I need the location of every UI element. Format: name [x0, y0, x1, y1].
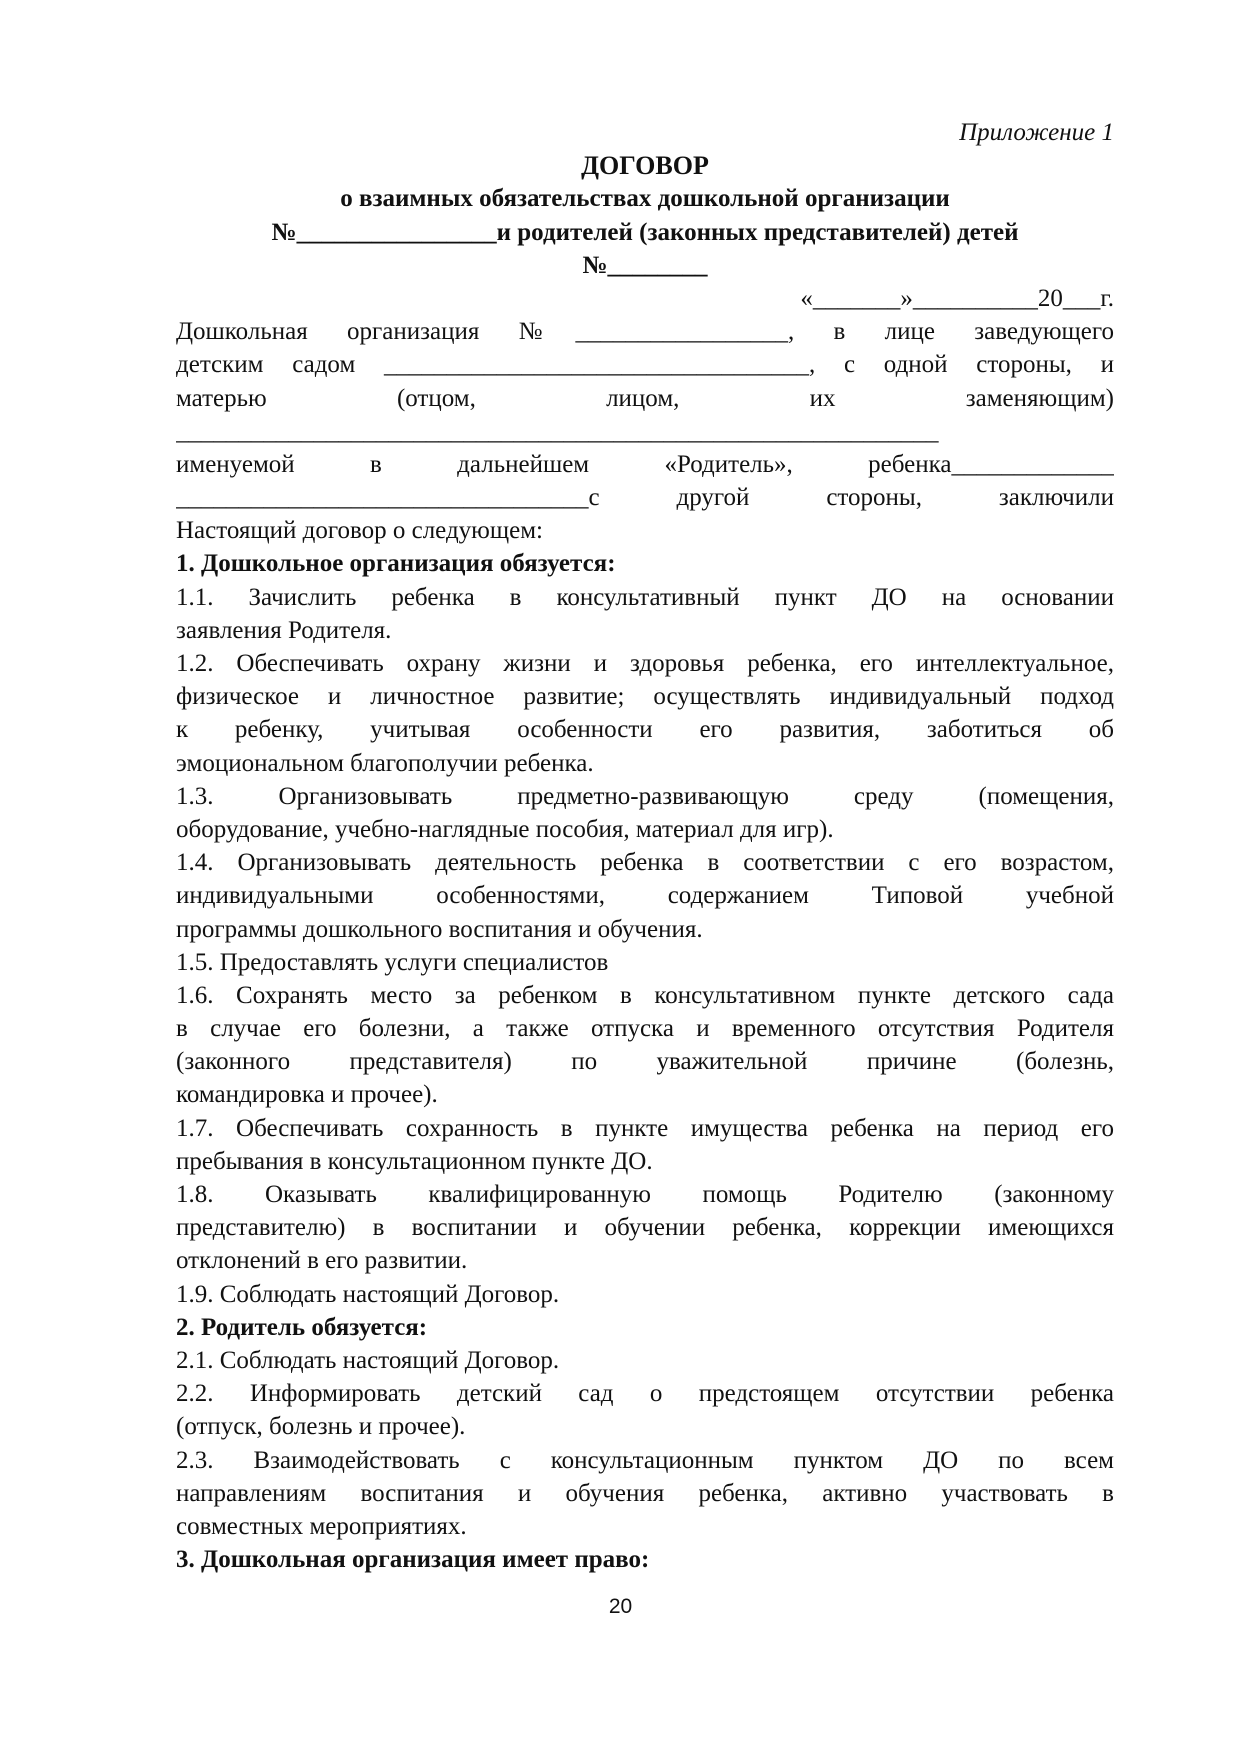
text-line: в случае его болезни, а также отпуска и временного отсутствия Родителя	[176, 1015, 1114, 1043]
text-line: 1.6. Сохранять место за ребенком в консультативном пункте детского сада	[176, 981, 1114, 1009]
section-1-heading: 1. Дошкольное организация обязуется:	[176, 550, 616, 578]
text-line: 2.1. Соблюдать настоящий Договор.	[176, 1346, 560, 1374]
document-number: №________	[582, 251, 708, 279]
section-2-heading: 2. Родитель обязуется:	[176, 1313, 428, 1341]
text-line: направлениям воспитания и обучения ребенка, активно участвовать в	[176, 1479, 1114, 1507]
document-subtitle-2: №________________и родителей (законных представителей) детей	[271, 218, 1019, 246]
text-line: 1.9. Соблюдать настоящий Договор.	[176, 1280, 560, 1308]
text-line: индивидуальными особенностями, содержанием Типовой учебной	[176, 882, 1114, 910]
text-line: 1.3. Организовывать предметно-развивающую среду (помещения,	[176, 782, 1114, 810]
text-line: Дошкольная организация №_________________, в лице заведующего	[176, 318, 1114, 346]
text-line: 1.5. Предоставлять услуги специалистов	[176, 948, 609, 976]
text-line: оборудование, учебно-наглядные пособия, материал для игр).	[176, 815, 834, 843]
text-line: пребывания в консультационном пункте ДО.	[176, 1147, 653, 1175]
text-line: 1.4. Организовывать деятельность ребенка в соответствии с его возрастом,	[176, 849, 1114, 877]
section-1-body	[176, 581, 1114, 1311]
text-line: детским садом __________________________________, с одной стороны, и	[176, 351, 1114, 379]
text-line: 1.1. Зачислить ребенка в консультативный пункт ДО на основании	[176, 583, 1114, 611]
text-line: отклонений в его развитии.	[176, 1247, 468, 1275]
text-line: совместных мероприятиях.	[176, 1512, 467, 1540]
text-line: программы дошкольного воспитания и обучения.	[176, 915, 703, 943]
text-line: командировка и прочее).	[176, 1081, 438, 1109]
text-line: 1.2. Обеспечивать охрану жизни и здоровья ребенка, его интеллектуальное,	[176, 650, 1114, 677]
document-body	[176, 116, 1114, 1576]
text-line: (законного представителя) по уважительной причине (болезнь,	[176, 1048, 1114, 1076]
text-line: матерью (отцом, лицом, их заменяющим)	[176, 384, 1114, 412]
section-2-body	[176, 1344, 1114, 1543]
document-subtitle-1: о взаимных обязательствах дошкольной организации	[340, 185, 950, 213]
text-line: 1.7. Обеспечивать сохранность в пункте имущества ребенка на период его	[176, 1114, 1114, 1142]
text-line: (отпуск, болезнь и прочее).	[176, 1413, 466, 1441]
text-line: 1.8. Оказывать квалифицированную помощь Родителю (законному	[176, 1181, 1114, 1208]
intro-last-line: Настоящий договор о следующем:	[176, 517, 543, 545]
text-line: физическое и личностное развитие; осуществлять индивидуальный подход	[176, 683, 1114, 711]
section-3-heading: 3. Дошкольная организация имеет право:	[176, 1546, 650, 1574]
text-line: заявления Родителя.	[176, 616, 392, 644]
text-line: 2.2. Информировать детский сад о предстоящем отсутствии ребенка	[176, 1380, 1114, 1408]
text-line: 2.3. Взаимодействовать с консультационным пунктом ДО по всем	[176, 1446, 1114, 1474]
text-line: эмоциональном благополучии ребенка.	[176, 749, 594, 777]
appendix-label: Приложение 1	[959, 119, 1114, 146]
text-line: _____________________________________________________________	[176, 417, 939, 445]
text-line: к ребенку, учитывая особенности его развития, заботиться об	[176, 716, 1114, 744]
intro-paragraph	[176, 315, 1114, 514]
document-title: ДОГОВОР	[581, 151, 709, 181]
page-number: 20	[608, 1595, 633, 1618]
text-line: _________________________________с другой стороны, заключили	[176, 484, 1114, 512]
text-line: именуемой в дальнейшем «Родитель», ребенка_____________	[176, 450, 1114, 478]
text-line: представителю) в воспитании и обучении ребенка, коррекции имеющихся	[176, 1214, 1114, 1242]
date-line: «_______»__________20___г.	[800, 284, 1114, 312]
